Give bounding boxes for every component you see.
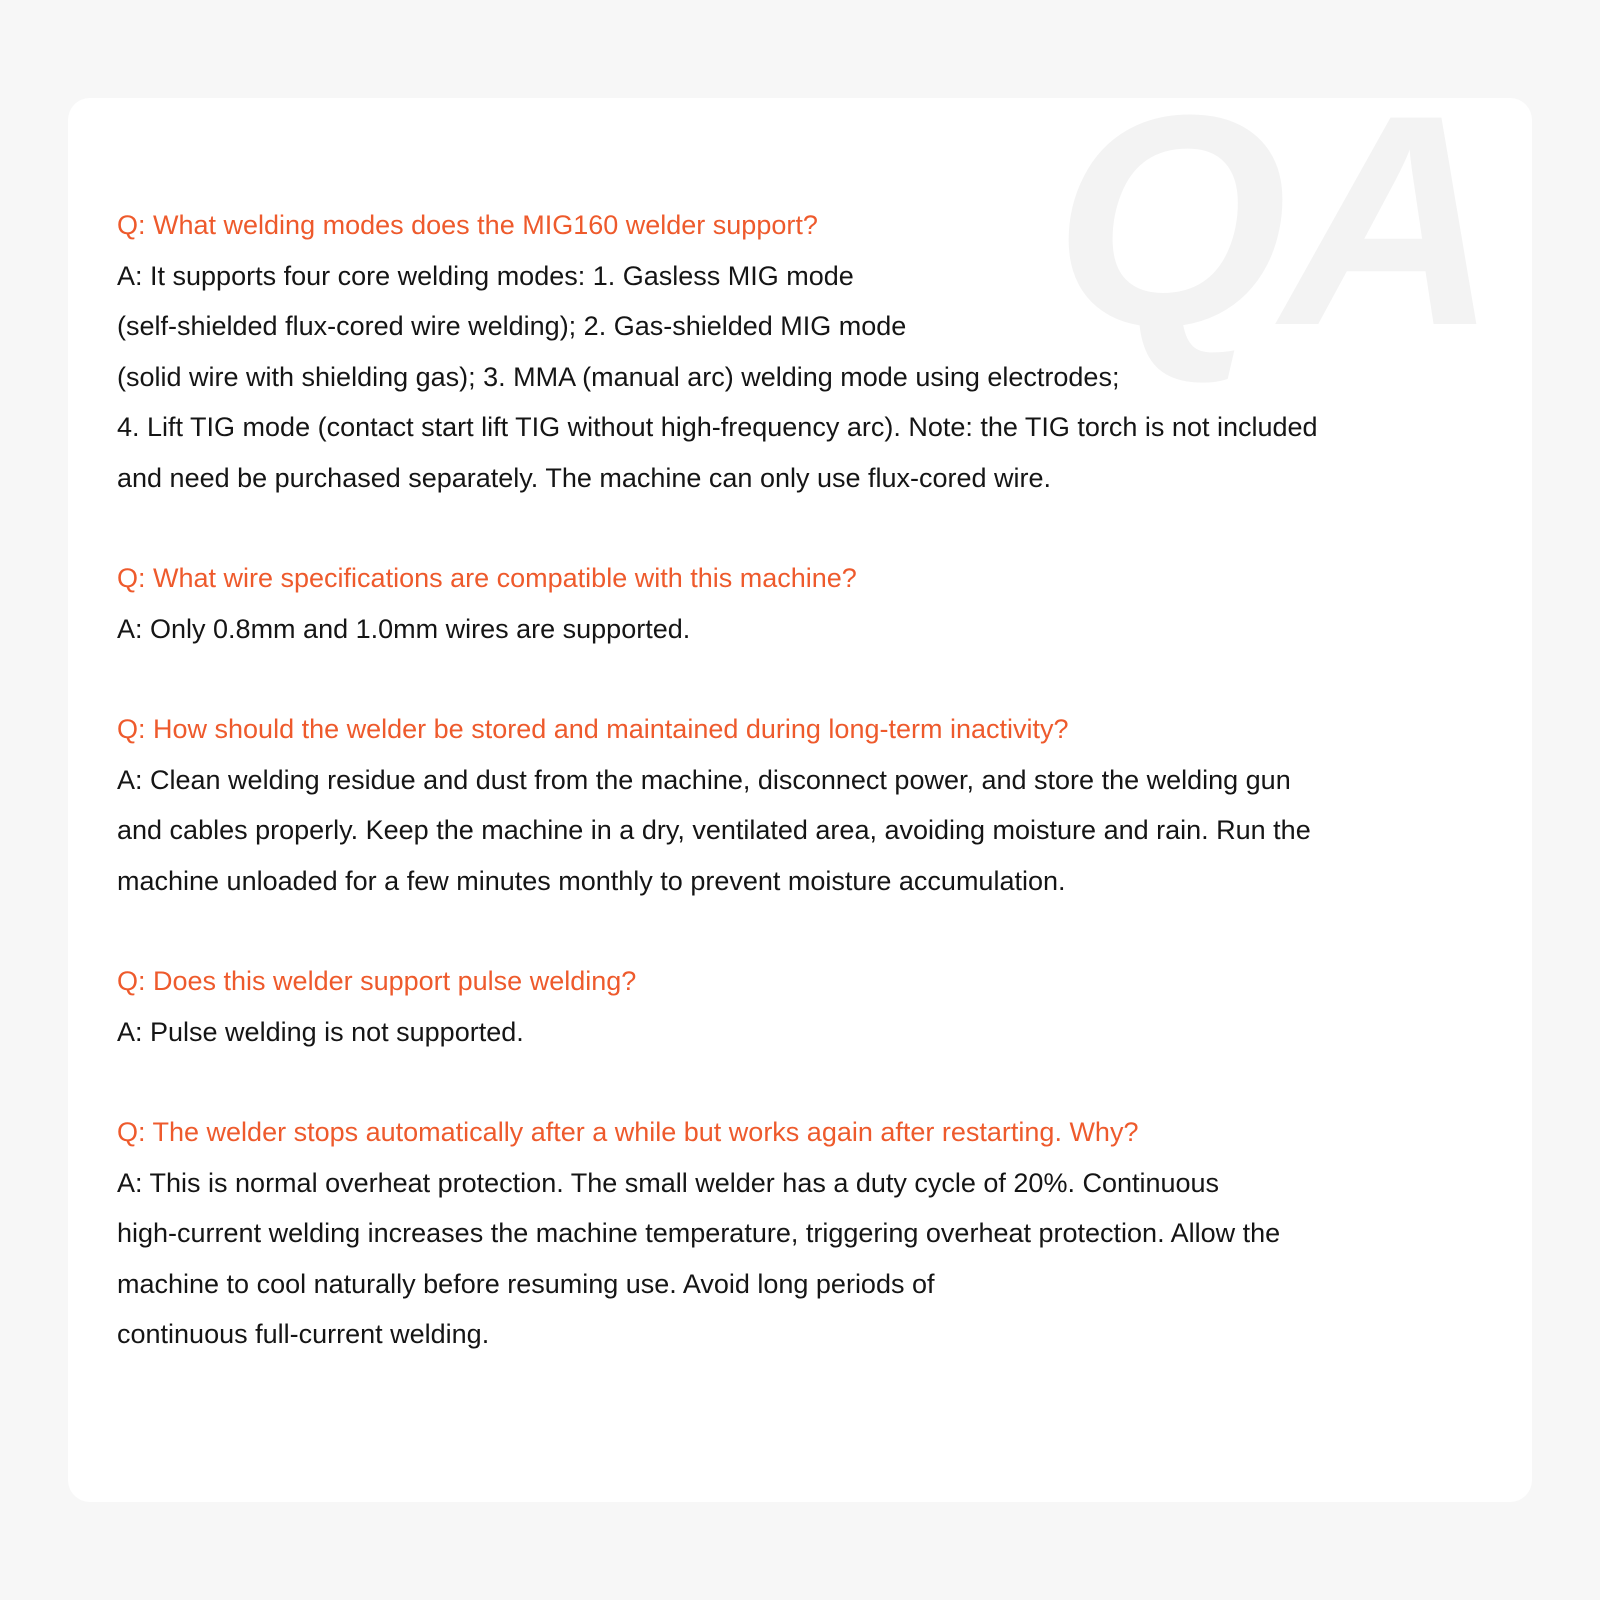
qa-item bbox=[117, 553, 1457, 654]
answer-line: high-current welding increases the machine temperature, triggering overheat protection. Allow the bbox=[117, 1218, 1281, 1248]
answer-line: machine to cool naturally before resuming use. Avoid long periods of bbox=[117, 1268, 935, 1299]
answer-line: 4. Lift TIG mode (contact start lift TIG without high-frequency arc). Note: the TIG torch is not included bbox=[117, 412, 1318, 442]
qa-item bbox=[117, 200, 1457, 503]
qa-list bbox=[117, 200, 1457, 1410]
question-text: Q: What wire specifications are compatible with this machine? bbox=[117, 563, 857, 593]
question-text: Q: Does this welder support pulse welding? bbox=[117, 966, 637, 996]
answer-line: continuous full-current welding. bbox=[117, 1319, 490, 1349]
qa-item bbox=[117, 956, 1457, 1057]
answer-line: (solid wire with shielding gas); 3. MMA (manual arc) welding mode using electrodes; bbox=[117, 361, 1120, 392]
question-text: Q: The welder stops automatically after a while but works again after restarting. Why? bbox=[117, 1117, 1139, 1147]
question-text: Q: What welding modes does the MIG160 welder support? bbox=[117, 210, 818, 240]
answer-line: A: Pulse welding is not supported. bbox=[117, 1016, 524, 1047]
answer-line: machine unloaded for a few minutes monthly to prevent moisture accumulation. bbox=[117, 865, 1066, 896]
answer-line: A: Clean welding residue and dust from the machine, disconnect power, and store the welding gun bbox=[117, 764, 1291, 795]
question-text: Q: How should the welder be stored and maintained during long-term inactivity? bbox=[117, 714, 1069, 744]
qa-card bbox=[68, 98, 1532, 1502]
answer-line: A: This is normal overheat protection. The small welder has a duty cycle of 20%. Continuous bbox=[117, 1167, 1220, 1198]
answer-line: A: It supports four core welding modes: 1. Gasless MIG mode bbox=[117, 260, 854, 291]
answer-line: and cables properly. Keep the machine in a dry, ventilated area, avoiding moisture and rain. Run the bbox=[117, 815, 1311, 845]
qa-watermark: QA bbox=[1054, 98, 1492, 388]
qa-item bbox=[117, 1107, 1457, 1360]
answer-line: (self-shielded flux-cored wire welding); 2. Gas-shielded MIG mode bbox=[117, 311, 907, 341]
qa-item bbox=[117, 704, 1457, 906]
answer-line: and need be purchased separately. The machine can only use flux-cored wire. bbox=[117, 462, 1052, 493]
answer-line: A: Only 0.8mm and 1.0mm wires are supported. bbox=[117, 613, 691, 644]
